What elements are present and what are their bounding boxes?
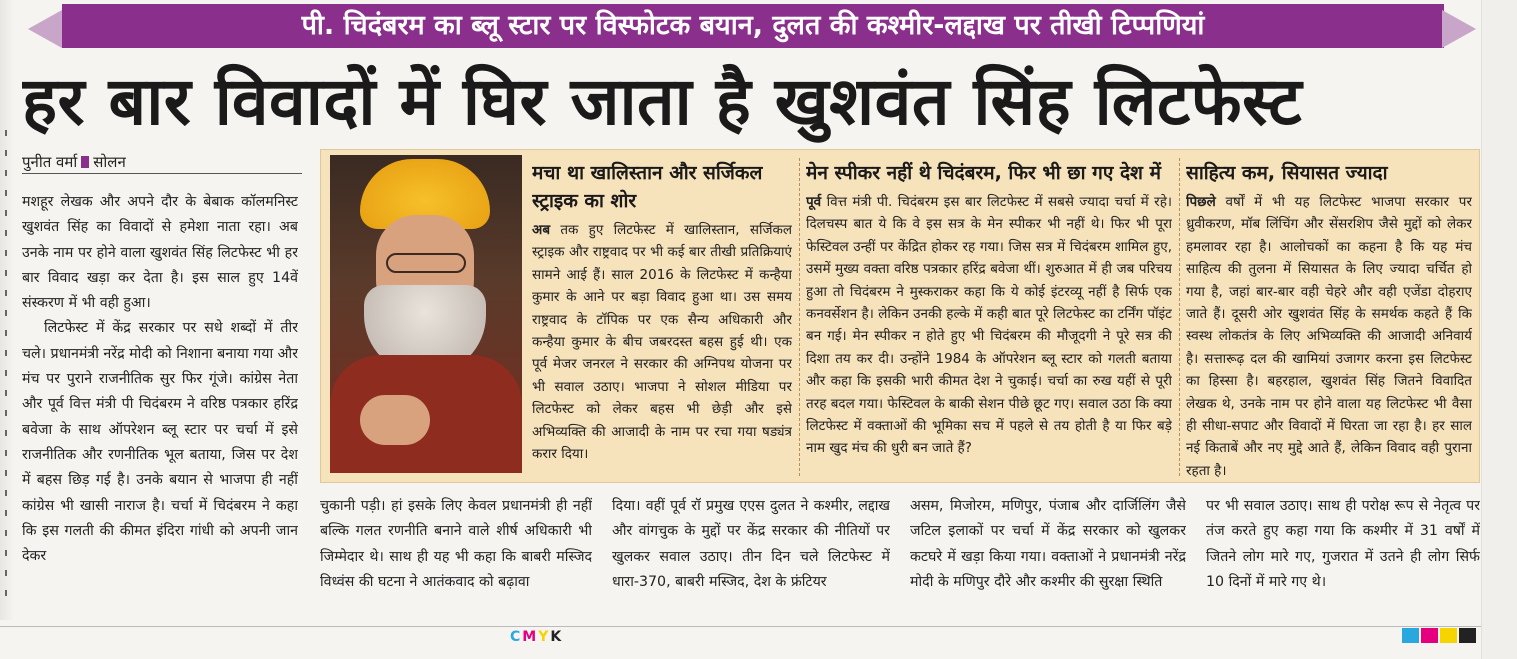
- box-column-title: साहित्य कम, सियासत ज्यादा: [1186, 162, 1388, 184]
- box-column-chidambaram: [806, 159, 1172, 479]
- page-right-edge: [1481, 0, 1517, 659]
- color-swatches: [1402, 628, 1478, 644]
- margin-ticks: [2, 130, 10, 610]
- cmyk-k: K: [550, 629, 564, 645]
- cmyk-m: M: [522, 629, 539, 645]
- bottom-rule: [0, 626, 1481, 627]
- story-column-2: चुकानी पड़ी। हां इसके लिए केवल प्रधानमंत्री ही नहीं बल्कि गलत रणनीति बनाने वाले शीर्ष अधिकारी भी जिम्मेदार थे। साथ ही यह भी कहा कि बाबरी मस्जिद विध्वंस की घटना ने आतंकवाद को बढ़ावा: [320, 498, 592, 590]
- box-body: वित्त मंत्री पी. चिदंबरम इस बार लिटफेस्ट में सबसे ज्यादा चर्चा में रहे। दिलचस्प बात ये कि वे इस सत्र के मेन स्पीकर भी नहीं थे। फिर भी पूरा फेस्टिवल उन्हीं पर केंद्रित होकर रह गया। जिस सत्र में चिदंबरम शामिल हुए, उसमें मुख्य वक्ता वरिष्ठ पत्रकार हरिंद्र बवेजा थीं। शुरुआत में ही जब परिचय हुआ तो चिदंबरम ने मुस्कराकर कहा कि ये कोई इंटरव्यू नहीं है सिर्फ एक कनवर्सेशन है। लेकिन उनकी हल्के में कही बात पूरे लिटफेस्ट का टर्निंग पॉइंट बन गई। मेन स्पीकर न होते हुए भी चिदंबरम की मौजूदगी ने पूरे सत्र की दिशा तय कर दी। उन्होंने 1984 के ऑपरेशन ब्लू स्टार को गलती बताया और कहा कि इसकी भारी कीमत देश ने चुकाई। चर्चा का रुख यहीं से पूरी तरह बदल गया। फेस्टिवल के बाकी सेशन पीछे छूट गए। सवाल उठा कि क्या लिटफेस्ट में वक्ताओं की भूमिका सच में पहले से तय होती है या फिर बड़े नाम खुद मंच की धुरी बन जाते हैं?: [806, 194, 1172, 457]
- headline: हर बार विवादों में घिर जाता है खुशवंत सिंह लिटफेस्ट: [22, 63, 1303, 140]
- glasses-shape: [386, 253, 466, 273]
- column-divider: [799, 158, 800, 476]
- byline-separator-icon: [81, 156, 89, 168]
- lead-word: पिछले: [1186, 194, 1216, 210]
- byline-place: सोलन: [93, 153, 126, 171]
- story-column-4: असम, मिजोरम, मणिपुर, पंजाब और दार्जिलिंग जैसे जटिल इलाकों पर चर्चा में केंद्र सरकार को खुलकर कटघरे में खड़ा किया गया। वक्ताओं ने प्रधानमंत्री नरेंद्र मोदी के मणिपुर दौरे और कश्मीर की सुरक्षा स्थिति: [910, 498, 1186, 590]
- story-column-3: दिया। वहीं पूर्व रॉ प्रमुख एएस दुलत ने कश्मीर, लद्दाख और वांगचुक के मुद्दों पर केंद्र सरकार की नीतियों पर खुलकर सवाल उठाए। तीन दिन चले लिटफेस्ट में धारा-370, बाबरी मस्जिद, देश के फ्रंटियर: [612, 498, 890, 590]
- column-divider: [1179, 158, 1180, 476]
- story-column-5: पर भी सवाल उठाए। साथ ही परोक्ष रूप से नेतृत्व पर तंज करते हुए कहा गया कि कश्मीर में 31 वर्षों में जितने लोग मारे गए, गुजरात में उतने ही लोग सिर्फ 10 दिनों में मारे गए थे।: [1206, 498, 1480, 590]
- kicker-arrow-left-icon: [28, 10, 62, 48]
- swatch-black: [1459, 628, 1476, 643]
- byline-author: पुनीत वर्मा: [22, 153, 78, 171]
- box-column-text: [806, 191, 1172, 460]
- story-paragraph: लिटफेस्ट में केंद्र सरकार पर सधे शब्दों में तीर चले। प्रधानमंत्री नरेंद्र मोदी को निशाना बनाया गया और मंच पर पुराने राजनीतिक सुर फिर गूंजे। कांग्रेस नेता और पूर्व वित्त मंत्री पी चिदंबरम ने वरिष्ठ पत्रकार हरिंद्र बवेजा के साथ ऑपरेशन ब्लू स्टार पर चर्चा में इसे राजनीतिक और रणनीतिक भूल बताया, जिस पर देश में बहस छिड़ गई है। उनके बयान से भाजपा ही नहीं कांग्रेस भी खासी नाराज है। चर्चा में चिदंबरम ने कहा कि इस गलती की कीमत इंदिरा गांधी को अपनी जान देकर: [22, 320, 298, 565]
- lead-word: पूर्व: [806, 194, 822, 210]
- box-column-title: मचा था खालिस्तान और सर्जिकल स्ट्राइक का शोर: [532, 162, 763, 212]
- cmyk-y: Y: [538, 629, 551, 645]
- kicker-text: पी. चिदंबरम का ब्लू स्टार पर विस्फोटक बयान, दुलत की कश्मीर-लद्दाख पर तीखी टिप्पणियां: [62, 4, 1444, 48]
- story-paragraph: मशहूर लेखक और अपने दौर के बेबाक कॉलमनिस्ट खुशवंत सिंह का विवादों से हमेशा नाता रहा। अब उनके नाम पर होने वाला खुशवंत सिंह लिटफेस्ट भी हर बार विवाद खड़ा कर देता है। इस साल हुए 14वें संस्करण में भी वही हुआ।: [22, 194, 298, 312]
- cmyk-c: C: [510, 629, 523, 645]
- khushwant-singh-photo: [330, 155, 522, 473]
- box-column-text: [532, 219, 792, 465]
- story-column-1: [22, 190, 298, 620]
- byline: [22, 152, 302, 174]
- swatch-magenta: [1421, 628, 1438, 643]
- hand-shape: [360, 395, 430, 445]
- lead-word: अब: [532, 222, 551, 238]
- box-column-title: मेन स्पीकर नहीं थे चिदंबरम, फिर भी छा गए देश में: [806, 162, 1161, 184]
- swatch-yellow: [1440, 628, 1457, 643]
- cmyk-mark: [510, 628, 600, 646]
- kicker-banner: [28, 4, 1476, 48]
- box-column-khalistan: [532, 159, 792, 479]
- box-body: तक हुए लिटफेस्ट में खालिस्तान, सर्जिकल स्ट्राइक और राष्ट्रवाद पर भी कई बार तीखी प्रतिक्रियाएं सामने आई हैं। साल 2016 के लिटफेस्ट में कन्हैया कुमार के आने पर बड़ा विवाद हुआ था। उस समय राष्ट्रवाद के टॉपिक पर एक सैन्य अधिकारी और कन्हैया कुमार के बीच जबरदस्त बहस हुई थी। एक पूर्व मेजर जनरल ने सरकार की अग्निपथ योजना पर भी सवाल उठाए। भाजपा ने सोशल मीडिया पर लिटफेस्ट को लेकर बहस भी छेड़ी और इसे अभिव्यक्ति की आजादी के नाम पर रचा गया षड्यंत्र करार दिया।: [532, 222, 792, 463]
- swatch-cyan: [1402, 628, 1419, 643]
- box-column-text: [1186, 191, 1472, 479]
- box-body: वर्षों में भी यह लिटफेस्ट भाजपा सरकार पर ध्रुवीकरण, मॉब लिंचिंग और सेंसरशिप जैसे मुद्दों को लेकर हमलावर रहा है। आलोचकों का कहना है कि यह मंच साहित्य की तुलना में सियासत के लिए ज्यादा चर्चित हो गया है, जहां बार-बार वही चेहरे और वही एजेंडा दोहराए जाते हैं। दूसरी ओर खुशवंत सिंह के समर्थक कहते हैं कि स्वस्थ लोकतंत्र के लिए अभिव्यक्ति की आजादी अनिवार्य है। सत्तारूढ़ दल की खामियां उजागर करना इस लिटफेस्ट का हिस्सा है। बहरहाल, खुशवंत सिंह जितने विवादित लेखक थे, उनके नाम पर होने वाला यह लिटफेस्ट भी वैसा ही सीधा-सपाट और विवादों में घिरता जा रहा है। हर साल नई किताबें और नए मुद्दे आते हैं, लेकिन विवाद वही पुराना रहता है।: [1186, 194, 1472, 479]
- box-column-sahitya: [1186, 159, 1472, 479]
- kicker-arrow-right-icon: [1442, 10, 1476, 48]
